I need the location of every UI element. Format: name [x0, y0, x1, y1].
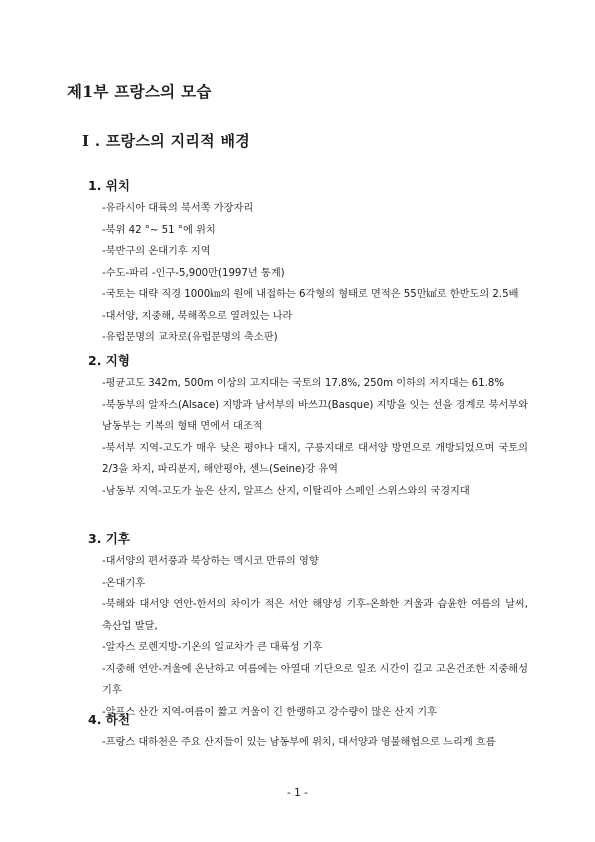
list-item: -수도-파리 -인구-5,900만(1997년 통계): [102, 267, 285, 279]
part-title: 제1부 프랑스의 모습: [67, 82, 212, 101]
list-item: -북해와 대서양 연안-한서의 차이가 적은 서안 해양성 기후-온화한 겨울과 습윤한 여름의 날씨, 축산업 발달,: [102, 599, 528, 632]
list-item: -평균고도 342m, 500m 이상의 고지대는 국토의 17.8%, 250m 이하의 저지대는 61.8%: [102, 378, 505, 389]
section-climate: [88, 530, 528, 723]
list-item: -프랑스 대하천은 주요 산지들이 있는 남동부에 위치, 대서양과 영불해협으로 느리게 흐름: [102, 737, 496, 748]
list-item: -북서부 지역-고도가 매우 낮은 평야나 대지, 구릉지대로 대서양 방면으로 개방되었으며 국토의 2/3을 차지, 파리분지, 해안평야, 센느(Seine)강 유역: [102, 442, 528, 475]
section-heading: 3. 기후: [88, 531, 130, 546]
section-terrain: [88, 352, 528, 502]
list-item: -국토는 대략 직경 1000㎞의 원에 내접하는 6각형의 형태로 면적은 55만㎢로 한반도의 2.5배: [102, 289, 519, 300]
list-item: -남동부 지역-고도가 높은 산지, 알프스 산지, 이탈리아 스페인 스위스와의 국경지대: [102, 485, 470, 497]
list-item: -유라시아 대륙의 북서쪽 가장자리: [102, 203, 254, 214]
list-item: -온대기후: [102, 577, 146, 589]
list-item: -대서양, 지중해, 북해쪽으로 열려있는 나라: [102, 310, 293, 322]
list-item: -북위 42 °~ 51 °에 위치: [102, 224, 216, 236]
chapter-title: I . 프랑스의 지리적 배경: [82, 132, 251, 150]
section-rivers: [88, 711, 528, 754]
list-item: -북동부의 알자스(Alsace) 지방과 남서부의 바쓰끄(Basque) 지방을 잇는 선을 경계로 북서부와 남동부는 기복의 형태 면에서 대조적: [102, 399, 528, 432]
section-heading: 4. 하천: [88, 712, 130, 727]
list-item: -알프스 산간 지역-여름이 짧고 겨울이 긴 한랭하고 강수량이 많은 산지 기후: [102, 706, 437, 718]
list-item: -북반구의 온대기후 지역: [102, 246, 211, 257]
section-heading: 1. 위치: [88, 178, 130, 193]
list-item: -유럽문명의 교차로(유럽문명의 축소판): [102, 332, 278, 343]
list-item: -지중해 연안-겨울에 온난하고 여름에는 아열대 기단으로 일조 시간이 길고 고온건조한 지중해성 기후: [102, 663, 528, 696]
list-item: -알자스 로렌지방-기온의 일교차가 큰 대륙성 기후: [102, 642, 323, 653]
section-location: [88, 177, 528, 349]
page-number: - 1 -: [287, 787, 308, 799]
list-item: -대서양의 편서풍과 북상하는 멕시코 만류의 영향: [102, 556, 319, 567]
section-heading: 2. 지형: [88, 353, 130, 368]
